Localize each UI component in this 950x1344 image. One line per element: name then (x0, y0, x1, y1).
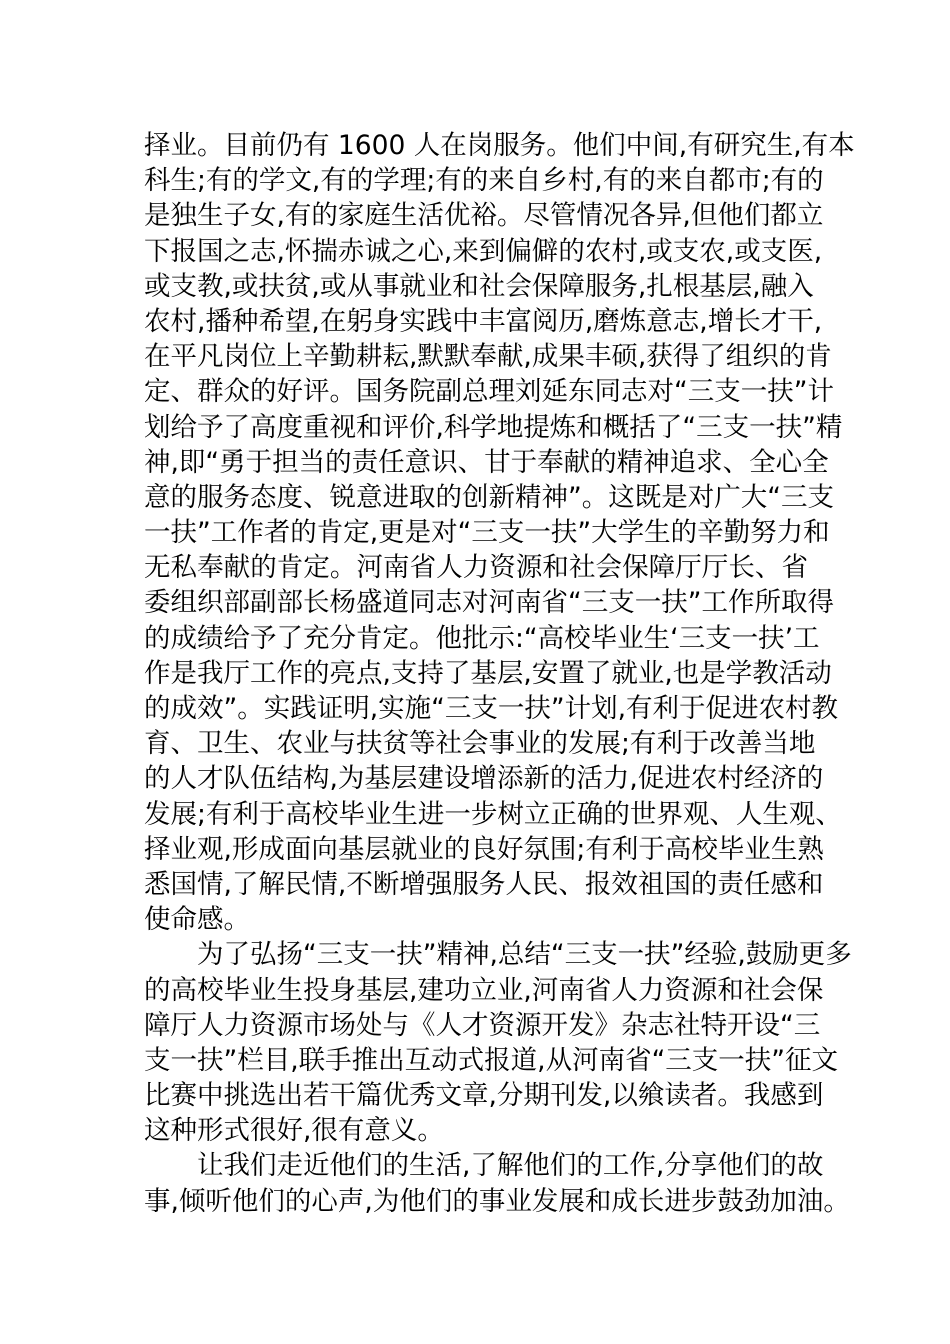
paragraph-1-line-14: 委组织部副部长杨盛道同志对河南省“三支一扶”工作所取得 (144, 587, 834, 619)
paragraph-2-line-6: 这种形式很好,很有意义。 (144, 1115, 444, 1147)
paragraph-1-line-16: 作是我厅工作的亮点,支持了基层,安置了就业,也是学教活动 (144, 657, 832, 689)
paragraph-1-line-13: 无私奉献的肯定。河南省人力资源和社会保障厅厅长、省 (144, 552, 808, 584)
paragraph-2-line-2: 的高校毕业生投身基层,建功立业,河南省人力资源和社会保 (144, 974, 824, 1006)
paragraph-3-line-1: 让我们走近他们的生活,了解他们的工作,分享他们的故 (197, 1150, 824, 1182)
paragraph-1-line-6: 农村,播种希望,在躬身实践中丰富阅历,磨炼意志,增长才干, (144, 305, 823, 337)
paragraph-1-line-1: 择业。目前仍有 1600 人在岗服务。他们中间,有研究生,有本 (144, 130, 855, 161)
body-text (144, 128, 855, 1219)
paragraph-1-line-17: 的成效”。实践证明,实施“三支一扶”计划,有利于促进农村教 (144, 693, 839, 724)
paragraph-1-line-11: 意的服务态度、锐意进取的创新精神”。这既是对广大“三支 (144, 481, 834, 513)
paragraph-3-line-2: 事,倾听他们的心声,为他们的事业发展和成长进步鼓劲加油。 (144, 1185, 850, 1217)
paragraph-1-line-7: 在平凡岗位上辛勤耕耘,默默奉献,成果丰硕,获得了组织的肯 (144, 341, 832, 373)
paragraph-1-line-2: 科生;有的学文,有的学理;有的来自乡村,有的来自都市;有的 (144, 165, 824, 197)
paragraph-2-line-4: 支一扶”栏目,联手推出互动式报道,从河南省“三支一扶”征文 (144, 1044, 839, 1076)
paragraph-2-line-3: 障厅人力资源市场处与《人才资源开发》杂志社特开设“三 (144, 1009, 821, 1041)
paragraph-2-line-5: 比赛中挑选出若干篇优秀文章,分期刊发,以飨读者。我感到 (144, 1080, 824, 1112)
paragraph-1-line-18: 育、卫生、农业与扶贫等社会事业的发展;有利于改善当地 (144, 728, 816, 760)
paragraph-1-line-15: 的成绩给予了充分肯定。他批示:“高校毕业生‘三支一扶’工 (144, 622, 820, 654)
paragraph-1-line-19: 的人才队伍结构,为基层建设增添新的活力,促进农村经济的 (144, 763, 824, 795)
paragraph-1-line-21: 择业观,形成面向基层就业的良好氛围;有利于高校毕业生熟 (144, 833, 824, 865)
paragraph-1-line-3: 是独生子女,有的家庭生活优裕。尽管情况各异,但他们都立 (144, 200, 824, 232)
paragraph-1-line-10: 神,即“勇于担当的责任意识、甘于奉献的精神追求、全心全 (144, 446, 829, 478)
paragraph-2-line-1: 为了弘扬“三支一扶”精神,总结“三支一扶”经验,鼓励更多 (197, 939, 852, 971)
paragraph-1-line-20: 发展;有利于高校毕业生进一步树立正确的世界观、人生观、 (144, 798, 842, 830)
paragraph-1-line-22: 悉国情,了解民情,不断增强服务人民、报效祖国的责任感和 (144, 868, 824, 900)
paragraph-1-line-4: 下报国之志,怀揣赤诚之心,来到偏僻的农村,或支农,或支医, (144, 235, 823, 267)
paragraph-1-line-12: 一扶”工作者的肯定,更是对“三支一扶”大学生的辛勤努力和 (144, 517, 830, 549)
paragraph-1-line-23: 使命感。 (144, 904, 250, 936)
paragraph-1-line-8: 定、群众的好评。国务院副总理刘延东同志对“三支一扶”计 (144, 376, 834, 408)
paragraph-1-line-5: 或支教,或扶贫,或从事就业和社会保障服务,扎根基层,融入 (144, 270, 814, 302)
paragraph-1-line-9: 划给予了高度重视和评价,科学地提炼和概括了“三支一扶”精 (144, 411, 843, 443)
